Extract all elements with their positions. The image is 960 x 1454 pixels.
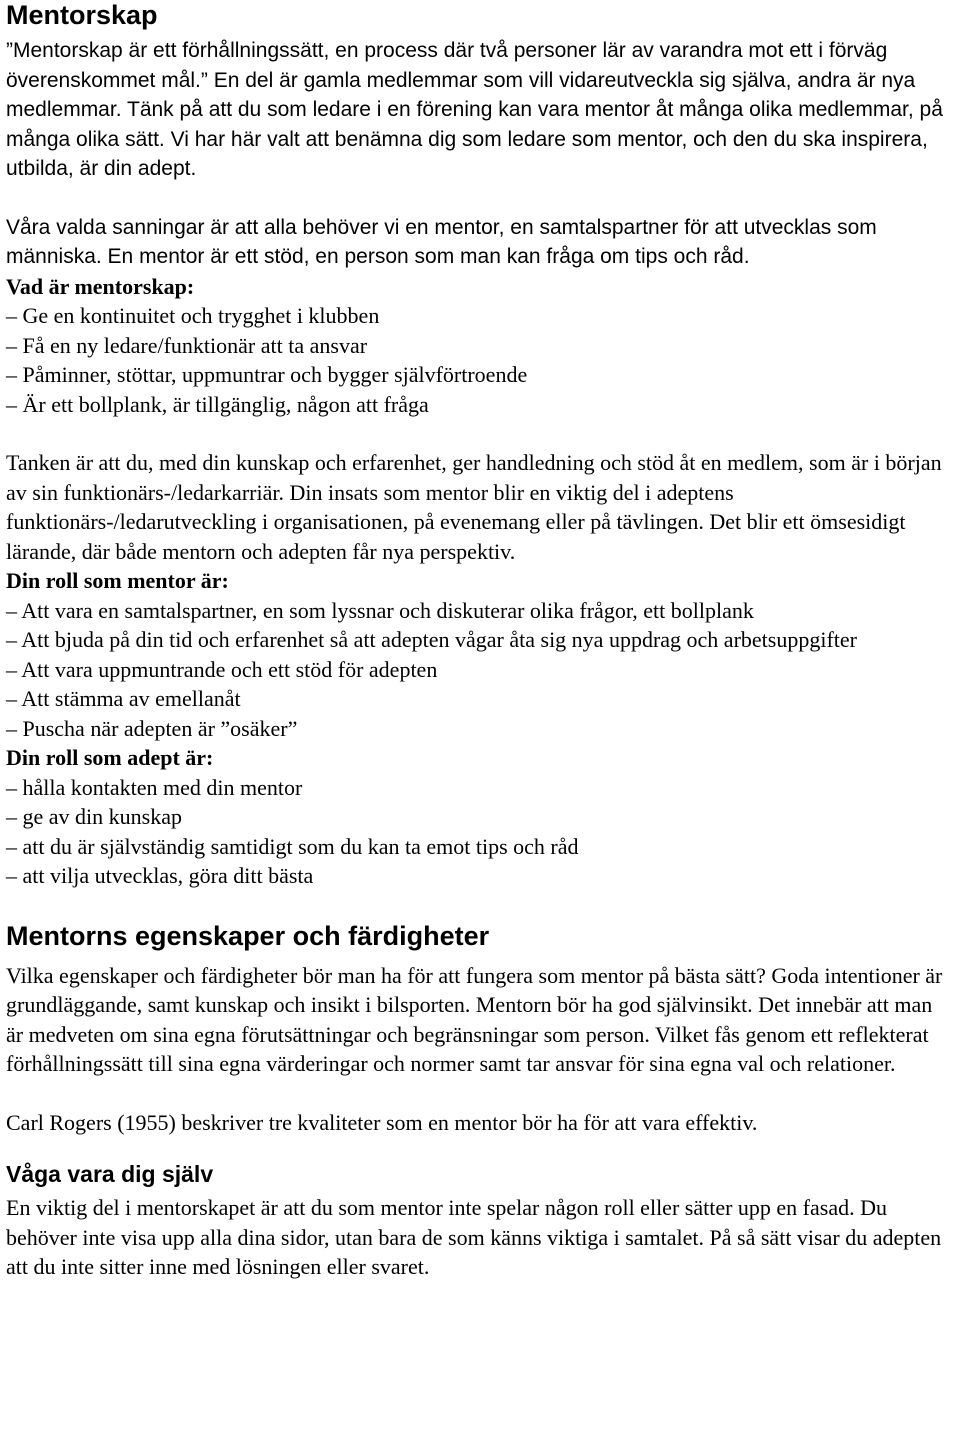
mentor-role-list	[6, 596, 954, 744]
list-item: – Att vara en samtalspartner, en som lyssnar och diskuterar olika frågor, ett bollplank	[6, 597, 754, 623]
truths-paragraph: Våra valda sanningar är att alla behöver vi en mentor, en samtalspartner för att utvecklas som människa. En mentor är ett stöd, en person som man kan fråga om tips och råd.	[6, 215, 877, 268]
list-item: – hålla kontakten med din mentor	[6, 774, 303, 800]
what-is-list	[6, 301, 954, 419]
adept-role-heading: Din roll som adept är:	[6, 745, 214, 770]
list-item: – Att stämma av emellanåt	[6, 686, 241, 711]
section-heading-be-yourself: Våga vara dig själv	[6, 1161, 214, 1187]
adept-role-list	[6, 773, 954, 891]
qualities-paragraph: Vilka egenskaper och färdigheter bör man ha för att fungera som mentor på bästa sätt? Goda intentioner är grundläggande, samt kunskap och insikt i bilsporten. Mentorn bör ha god självinsikt. Det innebär att man är medveten om sina egna förutsättningar och begränsningar som person. Vilket fås genom ett reflekterat förhållningssätt till sina egna värderingar och normer samt tar ansvar för sina egna val och relationer.	[6, 962, 943, 1076]
page-title: Mentorskap	[6, 0, 158, 30]
list-item: – Få en ny ledare/funktionär att ta ansvar	[6, 332, 368, 358]
list-item: – att vilja utvecklas, göra ditt bästa	[6, 863, 314, 888]
list-item: – Att vara uppmuntrande och ett stöd för adepten	[6, 656, 438, 682]
list-item: – att du är självständig samtidigt som du kan ta emot tips och råd	[6, 833, 579, 859]
list-item: – Puscha när adepten är ”osäker”	[6, 715, 298, 741]
mentor-role-heading: Din roll som mentor är:	[6, 568, 229, 593]
list-item: – Att bjuda på din tid och erfarenhet så att adepten vågar åta sig nya uppdrag och arbetsuppgifter	[6, 627, 857, 652]
be-yourself-paragraph: En viktig del i mentorskapet är att du som mentor inte spelar någon roll eller sätter upp en fasad. Du behöver inte visa upp alla dina sidor, utan bara de som känns viktiga i samtalet. På så sätt visar du adepten att du inte sitter inne med lösningen eller svaret.	[6, 1195, 942, 1279]
list-item: – Ge en kontinuitet och trygghet i klubben	[6, 303, 380, 328]
section-heading-mentor-qualities: Mentorns egenskaper och färdigheter	[6, 920, 490, 951]
list-item: – Påminner, stöttar, uppmuntrar och bygger självförtroende	[6, 362, 528, 387]
list-item: – Är ett bollplank, är tillgänglig, någon att fråga	[6, 391, 429, 417]
rogers-paragraph: Carl Rogers (1955) beskriver tre kvaliteter som en mentor bör ha för att vara effektiv.	[6, 1109, 758, 1135]
idea-paragraph: Tanken är att du, med din kunskap och erfarenhet, ger handledning och stöd åt en medlem, som är i början av sin funktionärs-/ledarkarriär. Din insats som mentor blir en viktig del i adeptens funktionärs-/ledarutveckling i organisationen, på evenemang eller på tävlingen. Det blir ett ömsesidigt lärande, där både mentorn och adepten får nya perspektiv.	[6, 450, 942, 564]
what-is-heading: Vad är mentorskap:	[6, 273, 195, 299]
intro-paragraph: ”Mentorskap är ett förhållningssätt, en process där två personer lär av varandra mot ett i förväg överenskommet mål.” En del är gamla medlemmar som vill vidareutveckla sig själva, andra är nya medlemmar. Tänk på att du som ledare i en förening kan vara mentor åt många olika medlemmar, på många olika sätt. Vi har här valt att benämna dig som ledare som mentor, och den du ska inspirera, utbilda, är din adept.	[6, 39, 943, 180]
list-item: – ge av din kunskap	[6, 804, 182, 829]
